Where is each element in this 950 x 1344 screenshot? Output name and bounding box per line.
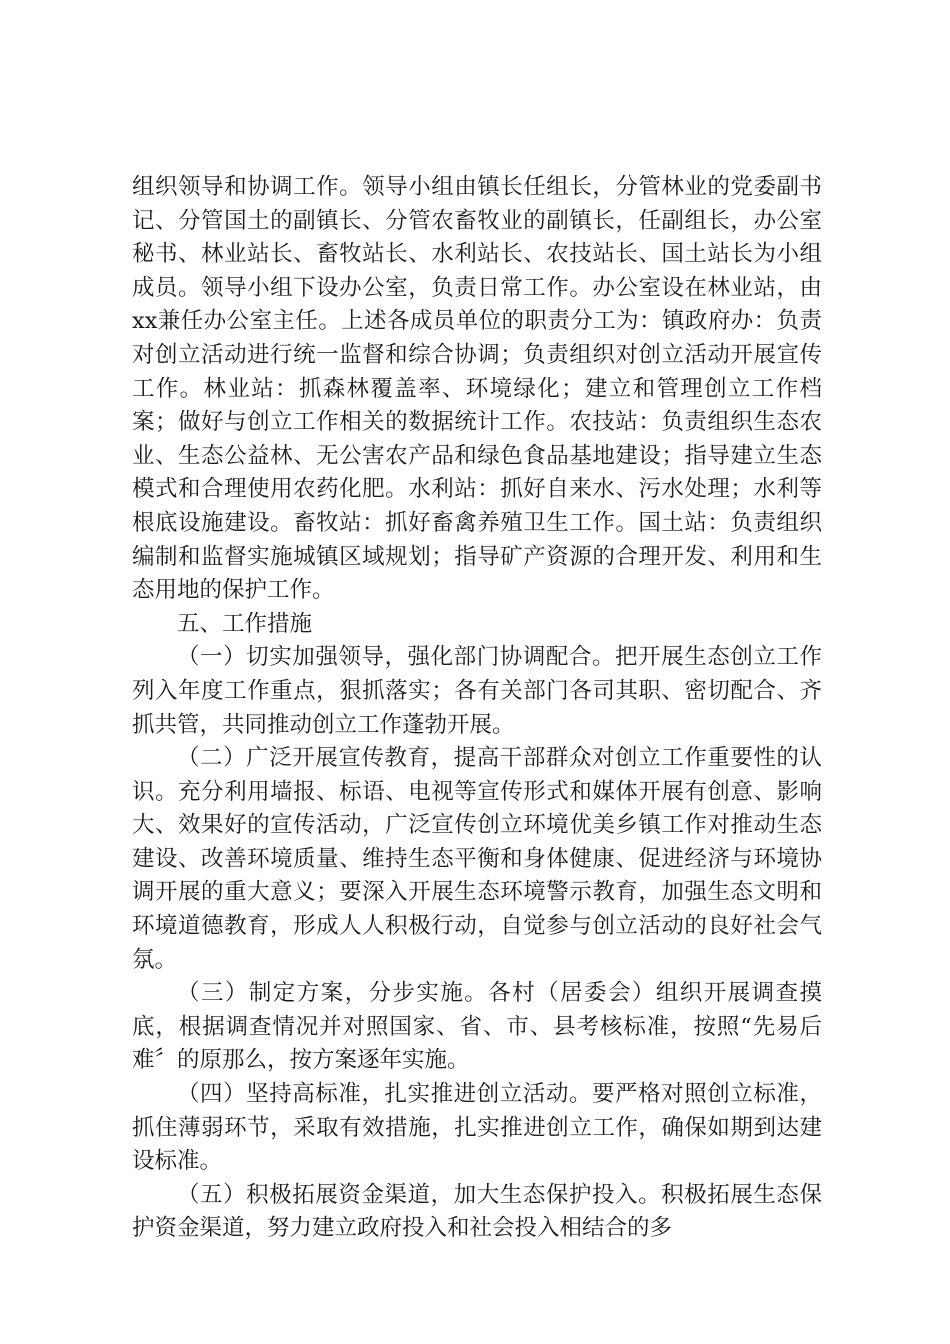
document-body (132, 171, 822, 1246)
paragraph-measure-2: （二）广泛开展宣传教育，提高干部群众对创立工作重要性的认识。充分利用墙报、标语、电视等宣传形式和媒体开展有创意、影响大、效果好的宣传活动，广泛宣传创立环境优美乡镇工作对推动生态建设、改善环境质量、维持生态平衡和身体健康、促进经济与环境协调开展的重大意义；要深入开展生态环境警示教育，加强生态文明和环境道德教育，形成人人积极行动，自觉参与创立活动的良好社会气氛。 (132, 745, 822, 973)
paragraph-measure-1: （一）切实加强领导，强化部门协调配合。把开展生态创立工作列入年度工作重点，狠抓落实；各有关部门各司其职、密切配合、齐抓共管，共同推动创立工作蓬勃开展。 (132, 644, 822, 738)
paragraph-measure-5: （五）积极拓展资金渠道，加大生态保护投入。积极拓展生态保护资金渠道，努力建立政府投入和社会投入相结合的多 (132, 1181, 822, 1242)
section-heading-work-measures: 五、工作措施 (177, 610, 313, 637)
paragraph-measure-4: （四）坚持高标准，扎实推进创立活动。要严格对照创立标准，抓住薄弱环节，采取有效措施，扎实推进创立工作，确保如期到达建设标准。 (132, 1081, 822, 1175)
paragraph-leadership-duties: 组织领导和协调工作。领导小组由镇长任组长，分管林业的党委副书记、分管国土的副镇长、分管农畜牧业的副镇长，任副组长，办公室秘书、林业站长、畜牧站长、水利站长、农技站长、国土站长为小组成员。领导小组下设办公室，负责日常工作。办公室设在林业站，由xx兼任办公室主任。上述各成员单位的职责分工为：镇政府办：负责对创立活动进行统一监督和综合协调；负责组织对创立活动开展宣传工作。林业站：抓森林覆盖率、环境绿化；建立和管理创立工作档案；做好与创立工作相关的数据统计工作。农技站：负责组织生态农业、生态公益林、无公害农产品和绿色食品基地建设；指导建立生态模式和合理使用农药化肥。水利站：抓好自来水、污水处理；水利等根底设施建设。畜牧站：抓好畜禽养殖卫生工作。国土站：负责组织编制和监督实施城镇区域规划；指导矿产资源的合理开发、利用和生态用地的保护工作。 (132, 174, 822, 604)
paragraph-measure-3: （三）制定方案，分步实施。各村（居委会）组织开展调查摸底，根据调查情况并对照国家、省、市、县考核标准，按照“先易后难〞的原那么，按方案逐年实施。 (132, 980, 822, 1074)
